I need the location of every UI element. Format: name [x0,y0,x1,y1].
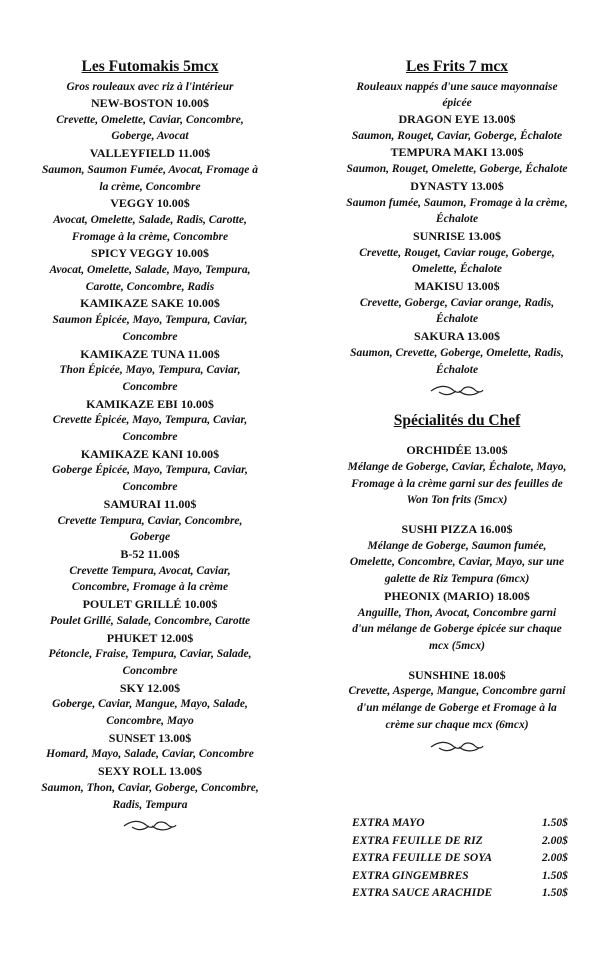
item-description: Concombre, Fromage à la crème [71,581,229,594]
item-description: Pétoncle, Fraise, Tempura, Caviar, Salade, [48,648,252,661]
menu-item [318,111,596,144]
item-description: Crevette, Rouget, Caviar rouge, Goberge, [359,246,555,259]
frits-subtitle-line-1: Rouleaux nappés d'une sauce mayonnaise [356,81,558,93]
extra-row [352,885,582,903]
item-description: Concombre [122,431,178,444]
futomakis-subtitle: Gros rouleaux avec riz à l'intérieur [66,81,234,93]
item-name: SPICY VEGGY 10.00$ [91,246,209,261]
item-name: KAMIKAZE KANI 10.00$ [80,446,220,461]
item-description: Crevette, Goberge, Caviar orange, Radis, [359,296,555,309]
item-description: Avocat, Omelette, Salade, Radis, Carotte, [53,213,247,226]
flourish-divider-icon [14,819,286,833]
extra-name: EXTRA GINGEMBRES [352,869,469,882]
menu-item [14,546,286,596]
menu-item [14,596,286,629]
item-description: d'un mélange de Goberge épicée sur chaque [352,623,562,636]
item-description: Crevette Tempura, Caviar, Concombre, [57,514,243,527]
item-description: mcx (5mcx) [429,639,485,652]
item-description: Concombre [122,664,178,677]
item-name: NEW-BOSTON 10.00$ [90,96,210,110]
frits-subtitle-line-2: épicée [442,97,472,109]
item-description: Goberge, Avocat [111,130,189,143]
item-description: Concombre [122,481,178,494]
item-description: Saumon, Thon, Caviar, Goberge, Concombre, [41,781,259,794]
item-name: DYNASTY 13.00$ [410,178,504,193]
item-description: crème sur chaque mcx (6mcx) [385,718,529,731]
item-description: Goberge, Caviar, Mangue, Mayo, Salade, [52,698,248,711]
menu-item [318,588,596,655]
menu-item [14,145,286,195]
menu-item [318,144,596,177]
extra-row [352,868,582,886]
futomakis-section [14,58,286,839]
flourish-divider-icon [318,384,596,398]
menu-item [14,346,286,396]
item-name: VALLEYFIELD 11.00$ [89,146,211,161]
frits-section [318,58,596,760]
flourish-divider-icon [318,740,596,754]
item-description: Avocat, Omelette, Salade, Mayo, Tempura, [49,264,251,277]
item-description: Omelette, Concombre, Caviar, Mayo, sur une [349,556,565,569]
item-name: PHEONIX (MARIO) 18.00$ [384,588,530,603]
item-description: Won Ton frits (5mcx) [406,494,508,507]
frits-title: Les Frits 7 mcx [405,58,508,75]
menu-item [14,496,286,546]
item-description: Concombre, Mayo [106,715,194,728]
extra-name: EXTRA SAUCE ARACHIDE [352,887,493,899]
item-description: Omelette, Échalote [411,263,503,276]
menu-item [14,630,286,680]
extra-row [352,850,582,868]
item-description: Concombre [122,330,178,343]
extra-name: EXTRA FEUILLE DE RIZ [352,834,483,847]
item-name: TEMPURA MAKI 13.00$ [390,145,524,160]
item-description: Radis, Tempura [112,798,188,811]
item-description: Saumon, Rouget, Caviar, Goberge, Échalote [351,129,563,142]
item-description: Saumon, Crevette, Goberge, Omelette, Radis, [350,346,564,359]
menu-item [318,442,596,509]
item-name: ORCHIDÉE 13.00$ [406,443,508,458]
item-description: Fromage à la crème garni sur des feuilles de [351,477,563,490]
item-name: VEGGY 10.00$ [110,196,190,211]
item-name: SAMURAI 11.00$ [103,496,197,511]
chef-specials-list [318,442,596,733]
item-description: Mélange de Goberge, Saumon fumée, [367,539,547,552]
menu-item [14,195,286,245]
item-description: Homard, Mayo, Salade, Caviar, Concombre [46,748,254,761]
menu-item [318,278,596,328]
item-name: SEXY ROLL 13.00$ [98,764,202,779]
item-description: Goberge Épicée, Mayo, Tempura, Caviar, [52,464,248,477]
item-name: SUNRISE 13.00$ [412,228,502,243]
item-name: POULET GRILLÉ 10.00$ [82,597,218,612]
extra-price: 1.50$ [542,817,568,829]
item-name: SUNSET 13.00$ [108,730,192,745]
item-description: Saumon, Saumon Fumée, Avocat, Fromage à [42,163,258,176]
extra-row [352,815,582,833]
item-description: Échalote [435,213,479,226]
menu-item [14,396,286,446]
item-description: Goberge [129,531,171,544]
extras-list [352,815,582,903]
extra-name: EXTRA FEUILLE DE SOYA [352,852,493,864]
item-description: Fromage à la crème, Concombre [71,230,229,243]
item-description: Échalote [435,313,479,326]
item-description: Crevette Tempura, Avocat, Caviar, [69,564,231,577]
menu-item [14,730,286,763]
item-description: Échalote [435,363,479,376]
item-description: Crevette Épicée, Mayo, Tempura, Caviar, [52,414,248,427]
item-description: d'un mélange de Goberge et Fromage à la [357,702,557,715]
item-name: DRAGON EYE 13.00$ [398,112,516,126]
item-name: SAKURA 13.00$ [413,329,500,344]
extra-name: EXTRA MAYO [352,817,425,829]
menu-item [14,680,286,730]
menu-item [14,763,286,813]
item-name: SKY 12.00$ [119,680,181,695]
item-description: Saumon fumée, Saumon, Fromage à la crème, [346,196,568,209]
item-description: Carotte, Concombre, Radis [85,280,215,293]
menu-item [318,521,596,588]
menu-item [318,328,596,378]
item-name: B-52 11.00$ [120,546,180,561]
menu-item [14,95,286,145]
item-name: PHUKET 12.00$ [106,630,194,645]
extra-price: 1.50$ [542,869,568,882]
menu-item [14,295,286,345]
item-description: Saumon, Rouget, Omelette, Goberge, Échalote [346,163,568,176]
item-description: Thon Épicée, Mayo, Tempura, Caviar, [59,364,241,377]
extra-row [352,833,582,851]
item-name: KAMIKAZE SAKE 10.00$ [80,296,220,311]
futomakis-list [14,95,286,813]
menu-item [318,178,596,228]
item-name: SUSHI PIZZA 16.00$ [401,522,513,537]
item-description: Poulet Grillé, Salade, Concombre, Carotte [49,614,251,627]
menu-item [318,228,596,278]
item-description: Crevette, Omelette, Caviar, Concombre, [56,113,244,126]
item-description: galette de Riz Tempura (6mcx) [384,573,530,586]
item-name: SUNSHINE 18.00$ [408,667,506,682]
menu-item [14,446,286,496]
item-description: Concombre [122,380,178,393]
extra-price: 1.50$ [542,887,568,899]
item-name: KAMIKAZE TUNA 11.00$ [80,346,220,361]
item-description: Crevette, Asperge, Mangue, Concombre garni [348,685,566,698]
item-description: Saumon Épicée, Mayo, Tempura, Caviar, [52,314,248,327]
item-description: Anguille, Thon, Avocat, Concombre garni [357,606,557,619]
item-description: Mélange de Goberge, Caviar, Échalote, Mayo, [347,460,567,473]
menu-item [14,245,286,295]
extra-price: 2.00$ [542,852,568,864]
item-name: KAMIKAZE EBI 10.00$ [86,396,214,411]
futomakis-title: Les Futomakis 5mcx [81,58,219,75]
item-name: MAKISU 13.00$ [414,279,500,294]
extra-price: 2.00$ [542,834,568,847]
frits-list [318,111,596,378]
chef-specials-title: Spécialités du Chef [393,412,521,430]
item-description: la crème, Concombre [99,180,201,193]
menu-item [318,667,596,734]
